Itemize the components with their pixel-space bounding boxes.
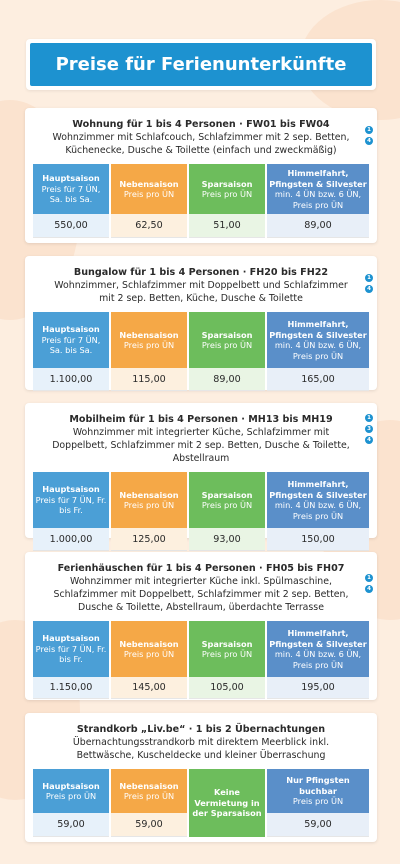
card-description: Wohnzimmer mit integrierter Küche inkl. Spülmaschine, Schlafzimmer mit Doppelbett, Schlafzimmer mit 2 sep. Betten, Dusche & Toilette, Abstellraum, überdachte Terrasse bbox=[53, 576, 349, 613]
card-description: Übernachtungsstrandkorb mit direktem Meerblick inkl. Bettwäsche, Kuscheldecke und kleiner Überraschung bbox=[72, 737, 330, 761]
header-special: Himmelfahrt, Pfingsten & Silvester min. 4 ÜN bzw. 6 ÜN, Preis pro ÜN bbox=[267, 621, 369, 677]
feature-badges bbox=[365, 126, 373, 145]
price-sparsaison: 89,00 bbox=[189, 368, 265, 391]
page-title-banner bbox=[26, 39, 376, 90]
card-description: Wohnzimmer, Schlafzimmer mit Doppelbett und Schlafzimmer mit 2 sep. Betten, Küche, Dusche & Toilette bbox=[54, 280, 348, 304]
price-hauptsaison: 59,00 bbox=[33, 813, 109, 837]
price-special: 150,00 bbox=[267, 528, 369, 551]
card-description: Wohnzimmer mit Schlafcouch, Schlafzimmer mit 2 sep. Betten, Küchenecke, Dusche & Toilette (einfach und zweckmäßig) bbox=[52, 132, 350, 156]
price-card-strandkorb bbox=[25, 713, 377, 842]
price-sparsaison: 51,00 bbox=[189, 214, 265, 238]
card-title: Mobilheim für 1 bis 4 Personen · MH13 bis MH19 bbox=[69, 414, 333, 425]
header-special: Himmelfahrt, Pfingsten & Silvester min. 4 ÜN bzw. 6 ÜN, Preis pro ÜN bbox=[267, 472, 369, 528]
info-badge-icon: 4 bbox=[365, 285, 373, 293]
price-nebensaison: 115,00 bbox=[111, 368, 187, 391]
header-nebensaison: Nebensaison Preis pro ÜN bbox=[111, 769, 187, 813]
price-card-bungalow bbox=[25, 256, 377, 390]
price-nebensaison: 62,50 bbox=[111, 214, 187, 238]
header-hauptsaison: Hauptsaison Preis für 7 ÜN, Fr. bis Fr. bbox=[33, 621, 109, 677]
header-sparsaison: Keine Vermietung in der Sparsaison bbox=[189, 769, 265, 837]
card-title: Wohnung für 1 bis 4 Personen · FW01 bis FW04 bbox=[72, 119, 330, 130]
info-badge-icon: 4 bbox=[365, 585, 373, 593]
info-badge-icon: 1 bbox=[365, 414, 373, 422]
price-table bbox=[33, 621, 369, 699]
feature-badges bbox=[365, 574, 373, 593]
card-title: Ferienhäuschen für 1 bis 4 Personen · FH05 bis FH07 bbox=[57, 563, 345, 574]
header-nebensaison: Nebensaison Preis pro ÜN bbox=[111, 621, 187, 677]
header-sparsaison: Sparsaison Preis pro ÜN bbox=[189, 621, 265, 677]
price-table bbox=[33, 769, 369, 837]
info-badge-icon: 1 bbox=[365, 274, 373, 282]
card-title: Strandkorb „Liv.be“ · 1 bis 2 Übernachtungen bbox=[76, 724, 326, 735]
price-table bbox=[33, 164, 369, 238]
info-badge-icon: 4 bbox=[365, 137, 373, 145]
header-special: Himmelfahrt, Pfingsten & Silvester min. 4 ÜN bzw. 6 ÜN, Preis pro ÜN bbox=[267, 164, 369, 214]
header-hauptsaison: Hauptsaison Preis für 7 ÜN, Fr. bis Fr. bbox=[33, 472, 109, 528]
header-special: Nur Pfingsten buchbar Preis pro ÜN bbox=[267, 769, 369, 813]
page-title: Preise für Ferienunterkünfte bbox=[30, 43, 372, 86]
header-hauptsaison: Hauptsaison Preis für 7 ÜN, Sa. bis Sa. bbox=[33, 312, 109, 368]
info-badge-icon: 1 bbox=[365, 126, 373, 134]
header-sparsaison: Sparsaison Preis pro ÜN bbox=[189, 472, 265, 528]
header-nebensaison: Nebensaison Preis pro ÜN bbox=[111, 312, 187, 368]
price-hauptsaison: 1.000,00 bbox=[33, 528, 109, 551]
price-sparsaison: 93,00 bbox=[189, 528, 265, 551]
price-hauptsaison: 1.100,00 bbox=[33, 368, 109, 391]
price-card-mobilheim bbox=[25, 403, 377, 545]
price-special: 59,00 bbox=[267, 813, 369, 837]
card-description: Wohnzimmer mit integrierter Küche, Schlafzimmer mit Doppelbett, Schlafzimmer mit 2 sep. Betten, Dusche & Toilette, Abstellraum bbox=[52, 427, 350, 464]
price-table bbox=[33, 472, 369, 551]
price-nebensaison: 145,00 bbox=[111, 677, 187, 699]
price-special: 195,00 bbox=[267, 677, 369, 699]
price-sparsaison: 105,00 bbox=[189, 677, 265, 699]
info-badge-icon: 1 bbox=[365, 574, 373, 582]
info-badge-icon: 3 bbox=[365, 425, 373, 433]
price-special: 165,00 bbox=[267, 368, 369, 391]
price-nebensaison: 125,00 bbox=[111, 528, 187, 551]
header-nebensaison: Nebensaison Preis pro ÜN bbox=[111, 164, 187, 214]
header-special: Himmelfahrt, Pfingsten & Silvester min. 4 ÜN bzw. 6 ÜN, Preis pro ÜN bbox=[267, 312, 369, 368]
feature-badges bbox=[365, 274, 373, 293]
header-sparsaison: Sparsaison Preis pro ÜN bbox=[189, 312, 265, 368]
price-special: 89,00 bbox=[267, 214, 369, 238]
price-hauptsaison: 550,00 bbox=[33, 214, 109, 238]
price-table bbox=[33, 312, 369, 391]
header-hauptsaison: Hauptsaison Preis pro ÜN bbox=[33, 769, 109, 813]
price-nebensaison: 59,00 bbox=[111, 813, 187, 837]
info-badge-icon: 4 bbox=[365, 436, 373, 444]
card-title: Bungalow für 1 bis 4 Personen · FH20 bis FH22 bbox=[73, 267, 329, 278]
header-sparsaison: Sparsaison Preis pro ÜN bbox=[189, 164, 265, 214]
header-hauptsaison: Hauptsaison Preis für 7 ÜN, Sa. bis Sa. bbox=[33, 164, 109, 214]
price-hauptsaison: 1.150,00 bbox=[33, 677, 109, 699]
header-nebensaison: Nebensaison Preis pro ÜN bbox=[111, 472, 187, 528]
feature-badges bbox=[365, 414, 373, 444]
price-card-ferienhaeuschen bbox=[25, 552, 377, 700]
price-card-wohnung bbox=[25, 108, 377, 243]
